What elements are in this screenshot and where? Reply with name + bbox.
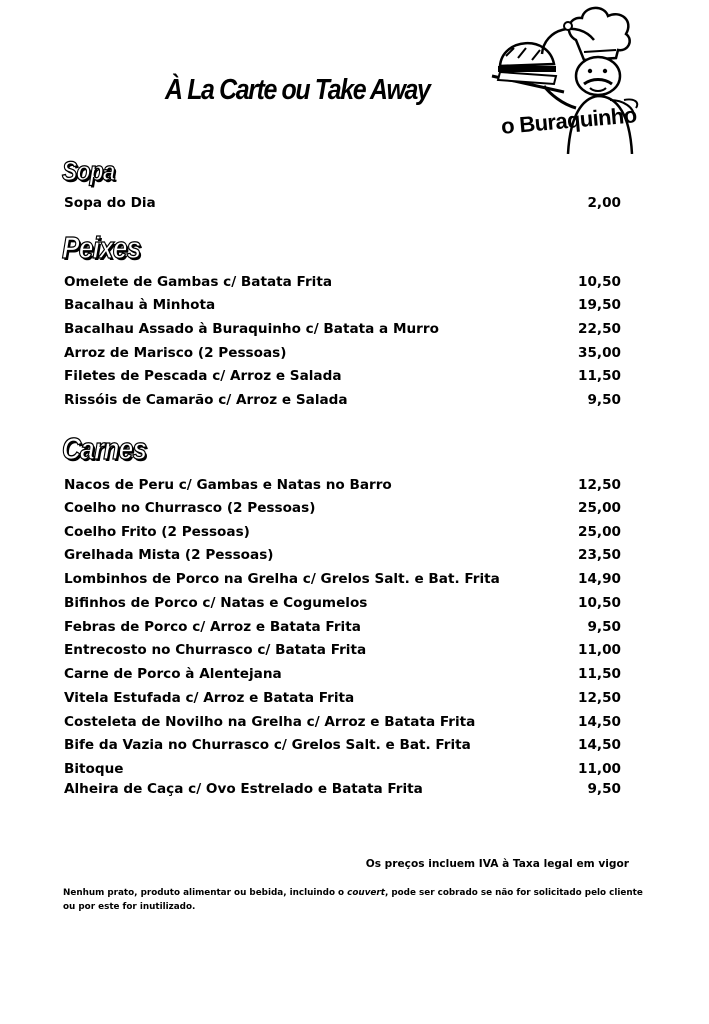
- item-name: Febras de Porco c/ Arroz e Batata Frita: [64, 619, 361, 635]
- menu-item: [64, 666, 621, 686]
- menu-item: [64, 274, 621, 294]
- item-name: Coelho no Churrasco (2 Pessoas): [64, 500, 316, 516]
- item-price: 12,50: [578, 690, 621, 706]
- item-name: Lombinhos de Porco na Grelha c/ Grelos Salt. e Bat. Frita: [64, 571, 500, 587]
- item-name: Bifinhos de Porco c/ Natas e Cogumelos: [64, 595, 368, 611]
- item-name: Alheira de Caça c/ Ovo Estrelado e Batata Frita: [64, 781, 423, 797]
- item-price: 14,90: [578, 571, 621, 587]
- item-price: 9,50: [587, 781, 621, 797]
- logo-text: o Buraquinho: [500, 102, 638, 139]
- item-price: 11,00: [578, 761, 621, 777]
- menu-item: [64, 392, 621, 412]
- item-name: Grelhada Mista (2 Pessoas): [64, 547, 274, 563]
- item-name: Arroz de Marisco (2 Pessoas): [64, 345, 287, 361]
- item-name: Bacalhau à Minhota: [64, 297, 216, 313]
- item-price: 14,50: [578, 714, 621, 730]
- item-price: 10,50: [578, 274, 621, 290]
- menu-item: [64, 690, 621, 710]
- item-price: 25,00: [578, 500, 621, 516]
- menu-item: [64, 500, 621, 520]
- item-name: Bitoque: [64, 761, 124, 777]
- menu-item: [64, 642, 621, 662]
- item-price: 11,50: [578, 368, 621, 384]
- item-price: 12,50: [578, 477, 621, 493]
- item-name: Omelete de Gambas c/ Batata Frita: [64, 274, 332, 290]
- item-price: 25,00: [578, 524, 621, 540]
- item-price: 22,50: [578, 321, 621, 337]
- item-name: Vitela Estufada c/ Arroz e Batata Frita: [64, 690, 355, 706]
- item-name: Rissóis de Camarão c/ Arroz e Salada: [64, 392, 348, 408]
- menu-item: [64, 368, 621, 388]
- item-name: Bife da Vazia no Churrasco c/ Grelos Salt. e Bat. Frita: [64, 737, 471, 753]
- section-heading-carnes: Carnes: [62, 431, 147, 466]
- item-price: 23,50: [578, 547, 621, 563]
- menu-item: [64, 619, 621, 639]
- item-name: Bacalhau Assado à Buraquinho c/ Batata a Murro: [64, 321, 439, 337]
- item-price: 2,00: [587, 195, 621, 211]
- menu-item: [64, 547, 621, 567]
- item-price: 14,50: [578, 737, 621, 753]
- item-name: Sopa do Dia: [64, 195, 156, 211]
- disclaimer-text-start: Nenhum prato, produto alimentar ou bebida, incluindo o: [63, 888, 348, 898]
- item-name: Costeleta de Novilho na Grelha c/ Arroz e Batata Frita: [64, 714, 476, 730]
- section-heading-peixes: Peixes: [62, 230, 141, 265]
- item-price: 10,50: [578, 595, 621, 611]
- section-heading-sopa: Sopa: [62, 156, 115, 186]
- menu-item: [64, 571, 621, 591]
- legal-disclaimer: [63, 886, 643, 914]
- item-price: 9,50: [587, 619, 621, 635]
- item-price: 11,50: [578, 666, 621, 682]
- menu-item: [64, 345, 621, 365]
- item-name: Coelho Frito (2 Pessoas): [64, 524, 250, 540]
- menu-item: [64, 297, 621, 317]
- disclaimer-text-end: , pode ser cobrado se não for solicitado pelo cliente ou por este for inutilizado.: [63, 888, 643, 912]
- page-title: À La Carte ou Take Away: [165, 74, 430, 106]
- item-price: 19,50: [578, 297, 621, 313]
- menu-item: [64, 195, 621, 215]
- item-price: 35,00: [578, 345, 621, 361]
- item-price: 11,00: [578, 642, 621, 658]
- menu-item: [64, 524, 621, 544]
- item-name: Nacos de Peru c/ Gambas e Natas no Barro: [64, 477, 392, 493]
- menu-item: [64, 714, 621, 734]
- item-name: Carne de Porco à Alentejana: [64, 666, 282, 682]
- item-price: 9,50: [587, 392, 621, 408]
- menu-item: [64, 781, 621, 801]
- menu-item: [64, 595, 621, 615]
- item-name: Filetes de Pescada c/ Arroz e Salada: [64, 368, 342, 384]
- menu-item: [64, 321, 621, 341]
- menu-item: [64, 477, 621, 497]
- menu-item: [64, 761, 621, 781]
- menu-item: [64, 737, 621, 757]
- disclaimer-couvert: couvert: [347, 888, 385, 898]
- item-name: Entrecosto no Churrasco c/ Batata Frita: [64, 642, 367, 658]
- iva-note: Os preços incluem IVA à Taxa legal em vigor: [365, 858, 629, 870]
